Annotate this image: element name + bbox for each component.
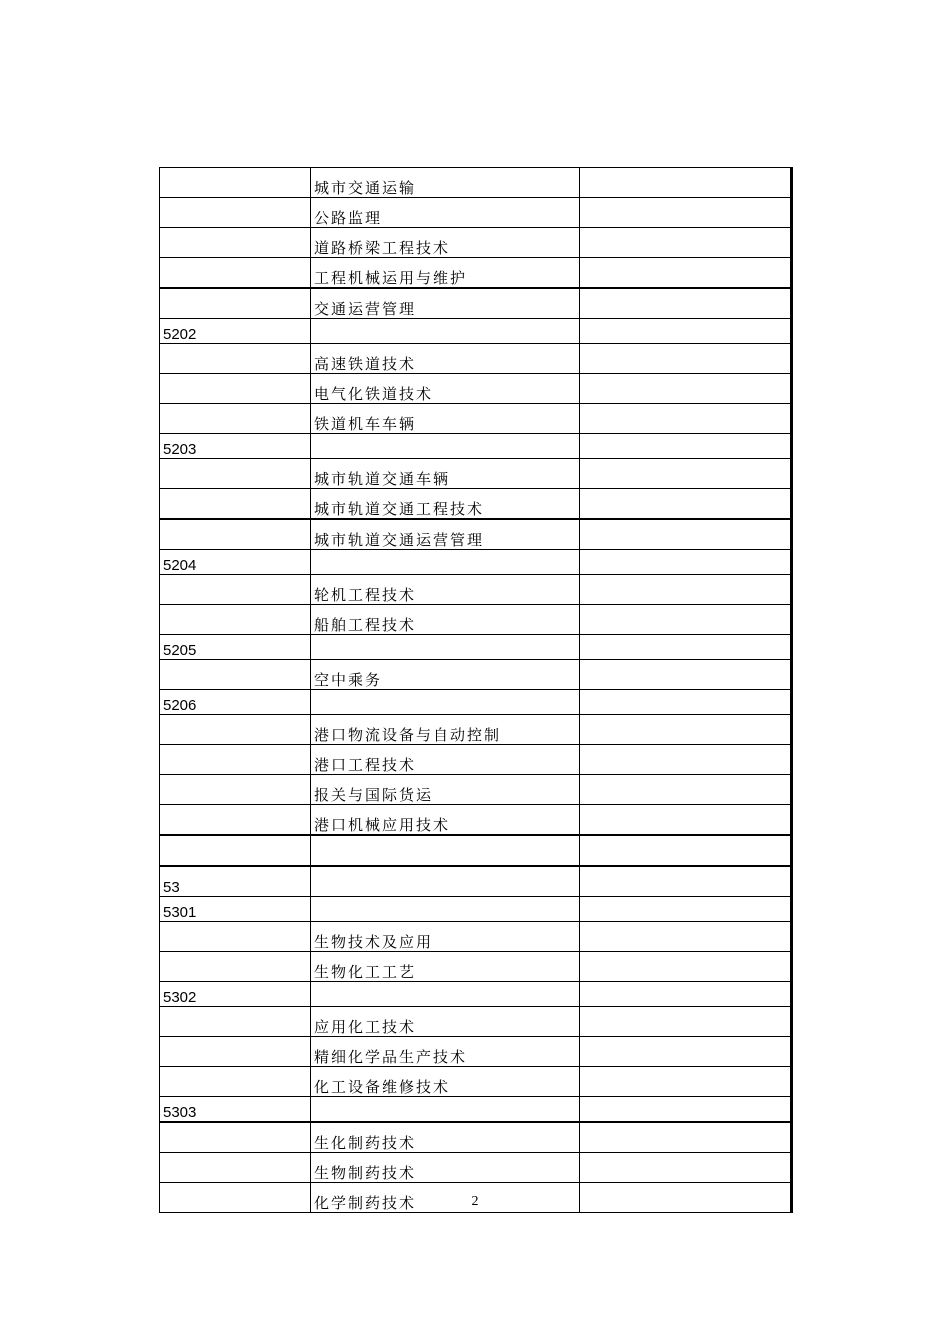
table-row (160, 775, 792, 805)
table-row (160, 952, 792, 982)
code-cell: 5302 (160, 982, 311, 1007)
major-name-cell: 城市交通运输 (311, 168, 580, 198)
table-row (160, 1097, 792, 1123)
table-row (160, 922, 792, 952)
major-name-cell: 精细化学品生产技术 (311, 1037, 580, 1067)
table-row (160, 374, 792, 404)
major-name-cell: 工程机械运用与维护 (311, 258, 580, 289)
table-row (160, 288, 792, 319)
blank-cell (580, 635, 792, 660)
major-name-cell: 交通运营管理 (311, 288, 580, 319)
code-cell: 53 (160, 866, 311, 897)
blank-cell (580, 404, 792, 434)
major-name-cell (311, 897, 580, 922)
page-number: 2 (471, 1194, 479, 1209)
blank-cell (580, 922, 792, 952)
code-cell (160, 575, 311, 605)
blank-cell (580, 897, 792, 922)
table-row (160, 459, 792, 489)
table-row (160, 715, 792, 745)
table-row (160, 319, 792, 344)
table-row (160, 835, 792, 866)
table-row (160, 660, 792, 690)
code-cell (160, 745, 311, 775)
major-name-cell (311, 690, 580, 715)
table-row (160, 690, 792, 715)
code-cell: 5303 (160, 1097, 311, 1123)
blank-cell (580, 258, 792, 289)
table-row (160, 897, 792, 922)
code-cell (160, 404, 311, 434)
blank-cell (580, 952, 792, 982)
blank-cell (580, 1153, 792, 1183)
blank-cell (580, 690, 792, 715)
blank-cell (580, 1067, 792, 1097)
blank-cell (580, 835, 792, 866)
blank-cell (580, 459, 792, 489)
major-name-cell: 电气化铁道技术 (311, 374, 580, 404)
blank-cell (580, 605, 792, 635)
major-name-cell (311, 1097, 580, 1123)
major-name-cell: 船舶工程技术 (311, 605, 580, 635)
major-name-cell (311, 434, 580, 459)
major-name-cell: 化工设备维修技术 (311, 1067, 580, 1097)
code-cell (160, 1122, 311, 1153)
code-cell (160, 228, 311, 258)
code-cell (160, 519, 311, 550)
code-cell (160, 258, 311, 289)
table-row (160, 228, 792, 258)
code-cell (160, 775, 311, 805)
blank-cell (580, 1122, 792, 1153)
table-row (160, 404, 792, 434)
table-row (160, 344, 792, 374)
code-cell: 5202 (160, 319, 311, 344)
blank-cell (580, 660, 792, 690)
major-name-cell: 生物化工工艺 (311, 952, 580, 982)
code-cell: 5301 (160, 897, 311, 922)
code-cell (160, 344, 311, 374)
table-row (160, 1153, 792, 1183)
blank-cell (580, 1007, 792, 1037)
major-name-cell: 城市轨道交通工程技术 (311, 489, 580, 520)
blank-cell (580, 434, 792, 459)
blank-cell (580, 982, 792, 1007)
code-cell (160, 952, 311, 982)
major-name-cell: 生化制药技术 (311, 1122, 580, 1153)
major-name-cell: 应用化工技术 (311, 1007, 580, 1037)
major-name-cell: 城市轨道交通车辆 (311, 459, 580, 489)
major-name-cell: 化学制药技术 (311, 1183, 580, 1213)
table-row (160, 550, 792, 575)
major-name-cell: 道路桥梁工程技术 (311, 228, 580, 258)
blank-cell (580, 575, 792, 605)
table-row (160, 745, 792, 775)
major-name-cell: 空中乘务 (311, 660, 580, 690)
table-row (160, 434, 792, 459)
code-cell (160, 835, 311, 866)
blank-cell (580, 1097, 792, 1123)
code-cell (160, 922, 311, 952)
blank-cell (580, 550, 792, 575)
major-name-cell (311, 550, 580, 575)
code-cell (160, 288, 311, 319)
major-name-cell: 港口物流设备与自动控制 (311, 715, 580, 745)
table-row (160, 489, 792, 520)
blank-cell (580, 715, 792, 745)
code-cell (160, 168, 311, 198)
code-cell (160, 1067, 311, 1097)
blank-cell (580, 1037, 792, 1067)
code-cell (160, 605, 311, 635)
table-row (160, 1007, 792, 1037)
blank-cell (580, 866, 792, 897)
major-name-cell (311, 982, 580, 1007)
code-cell (160, 1037, 311, 1067)
table-row (160, 605, 792, 635)
blank-cell (580, 374, 792, 404)
table-row (160, 168, 792, 198)
table-row (160, 575, 792, 605)
table-row (160, 1037, 792, 1067)
table-row (160, 805, 792, 836)
blank-cell (580, 198, 792, 228)
table-row (160, 635, 792, 660)
code-cell: 5205 (160, 635, 311, 660)
major-name-cell (311, 319, 580, 344)
blank-cell (580, 168, 792, 198)
blank-cell (580, 228, 792, 258)
major-name-cell: 生物技术及应用 (311, 922, 580, 952)
major-name-cell: 港口机械应用技术 (311, 805, 580, 836)
code-cell (160, 198, 311, 228)
major-name-cell: 生物制药技术 (311, 1153, 580, 1183)
major-name-cell: 报关与国际货运 (311, 775, 580, 805)
code-cell (160, 1153, 311, 1183)
major-name-cell: 港口工程技术 (311, 745, 580, 775)
code-cell: 5203 (160, 434, 311, 459)
table-row (160, 1122, 792, 1153)
major-name-cell: 铁道机车车辆 (311, 404, 580, 434)
table-row (160, 519, 792, 550)
code-cell (160, 660, 311, 690)
major-name-cell (311, 635, 580, 660)
code-cell (160, 374, 311, 404)
code-cell (160, 489, 311, 520)
code-cell (160, 805, 311, 836)
blank-cell (580, 489, 792, 520)
table-row (160, 258, 792, 289)
table-row (160, 198, 792, 228)
major-name-cell (311, 835, 580, 866)
code-cell (160, 1007, 311, 1037)
major-name-cell: 公路监理 (311, 198, 580, 228)
major-name-cell: 轮机工程技术 (311, 575, 580, 605)
blank-cell (580, 288, 792, 319)
code-cell (160, 715, 311, 745)
blank-cell (580, 775, 792, 805)
major-table-body (160, 168, 792, 1213)
blank-cell (580, 344, 792, 374)
code-cell: 5206 (160, 690, 311, 715)
table-row (160, 1067, 792, 1097)
major-table (159, 167, 793, 1213)
table-row (160, 866, 792, 897)
major-name-cell: 城市轨道交通运营管理 (311, 519, 580, 550)
major-name-cell (311, 866, 580, 897)
code-cell: 5204 (160, 550, 311, 575)
code-cell (160, 459, 311, 489)
blank-cell (580, 805, 792, 836)
major-name-cell: 高速铁道技术 (311, 344, 580, 374)
blank-cell (580, 319, 792, 344)
blank-cell (580, 745, 792, 775)
blank-cell (580, 519, 792, 550)
table-row (160, 982, 792, 1007)
